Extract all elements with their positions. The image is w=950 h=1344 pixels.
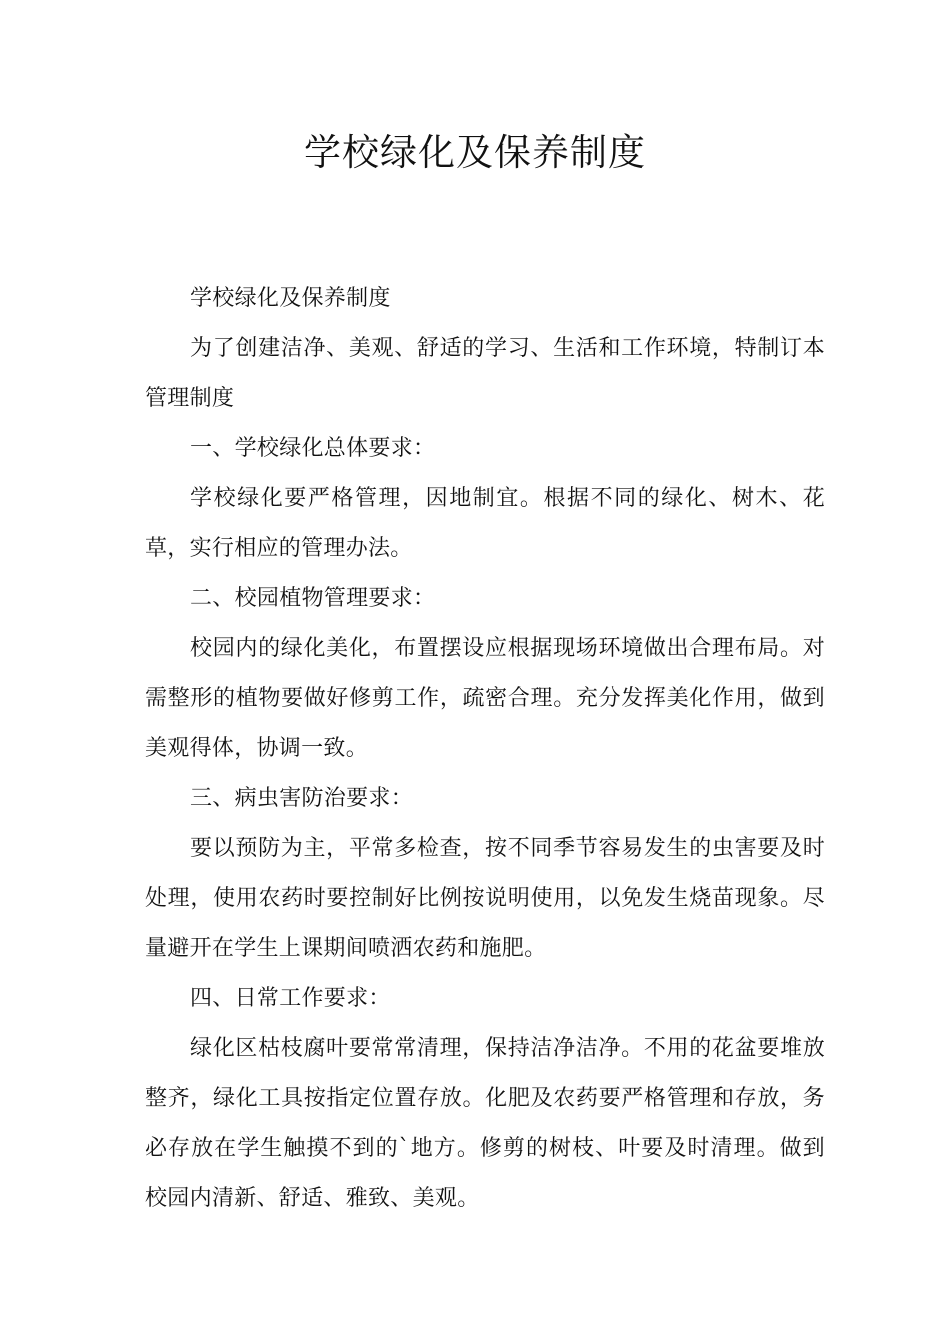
paragraph-subtitle: 学校绿化及保养制度 (190, 286, 391, 311)
document-title: 学校绿化及保养制度 (304, 131, 646, 174)
paragraph-section-1: 学校绿化要严格管理，因地制宜。根据不同的绿化、树木、花草，实行相应的管理办法。 (145, 486, 825, 561)
section-heading-3: 三、病虫害防治要求： (190, 786, 414, 811)
paragraph-section-4: 绿化区枯枝腐叶要常常清理，保持洁净洁净。不用的花盆要堆放整齐，绿化工具按指定位置存放。化肥及农药要严格管理和存放，务必存放在学生触摸不到的`地方。修剪的树枝、叶要及时清理。做到校园内清新、舒适、雅致、美观。 (145, 1036, 825, 1211)
section-heading-1: 一、学校绿化总体要求： (190, 436, 436, 461)
document-body (145, 274, 825, 1224)
paragraph-section-2: 校园内的绿化美化，布置摆设应根据现场环境做出合理布局。对需整形的植物要做好修剪工作，疏密合理。充分发挥美化作用，做到美观得体，协调一致。 (145, 636, 825, 761)
section-heading-4: 四、日常工作要求： (190, 986, 391, 1011)
paragraph-section-3: 要以预防为主，平常多检查，按不同季节容易发生的虫害要及时处理，使用农药时要控制好比例按说明使用，以免发生烧苗现象。尽量避开在学生上课期间喷洒农药和施肥。 (145, 836, 825, 961)
paragraph-intro: 为了创建洁净、美观、舒适的学习、生活和工作环境，特制订本管理制度 (145, 336, 825, 411)
section-heading-2: 二、校园植物管理要求： (190, 586, 436, 611)
